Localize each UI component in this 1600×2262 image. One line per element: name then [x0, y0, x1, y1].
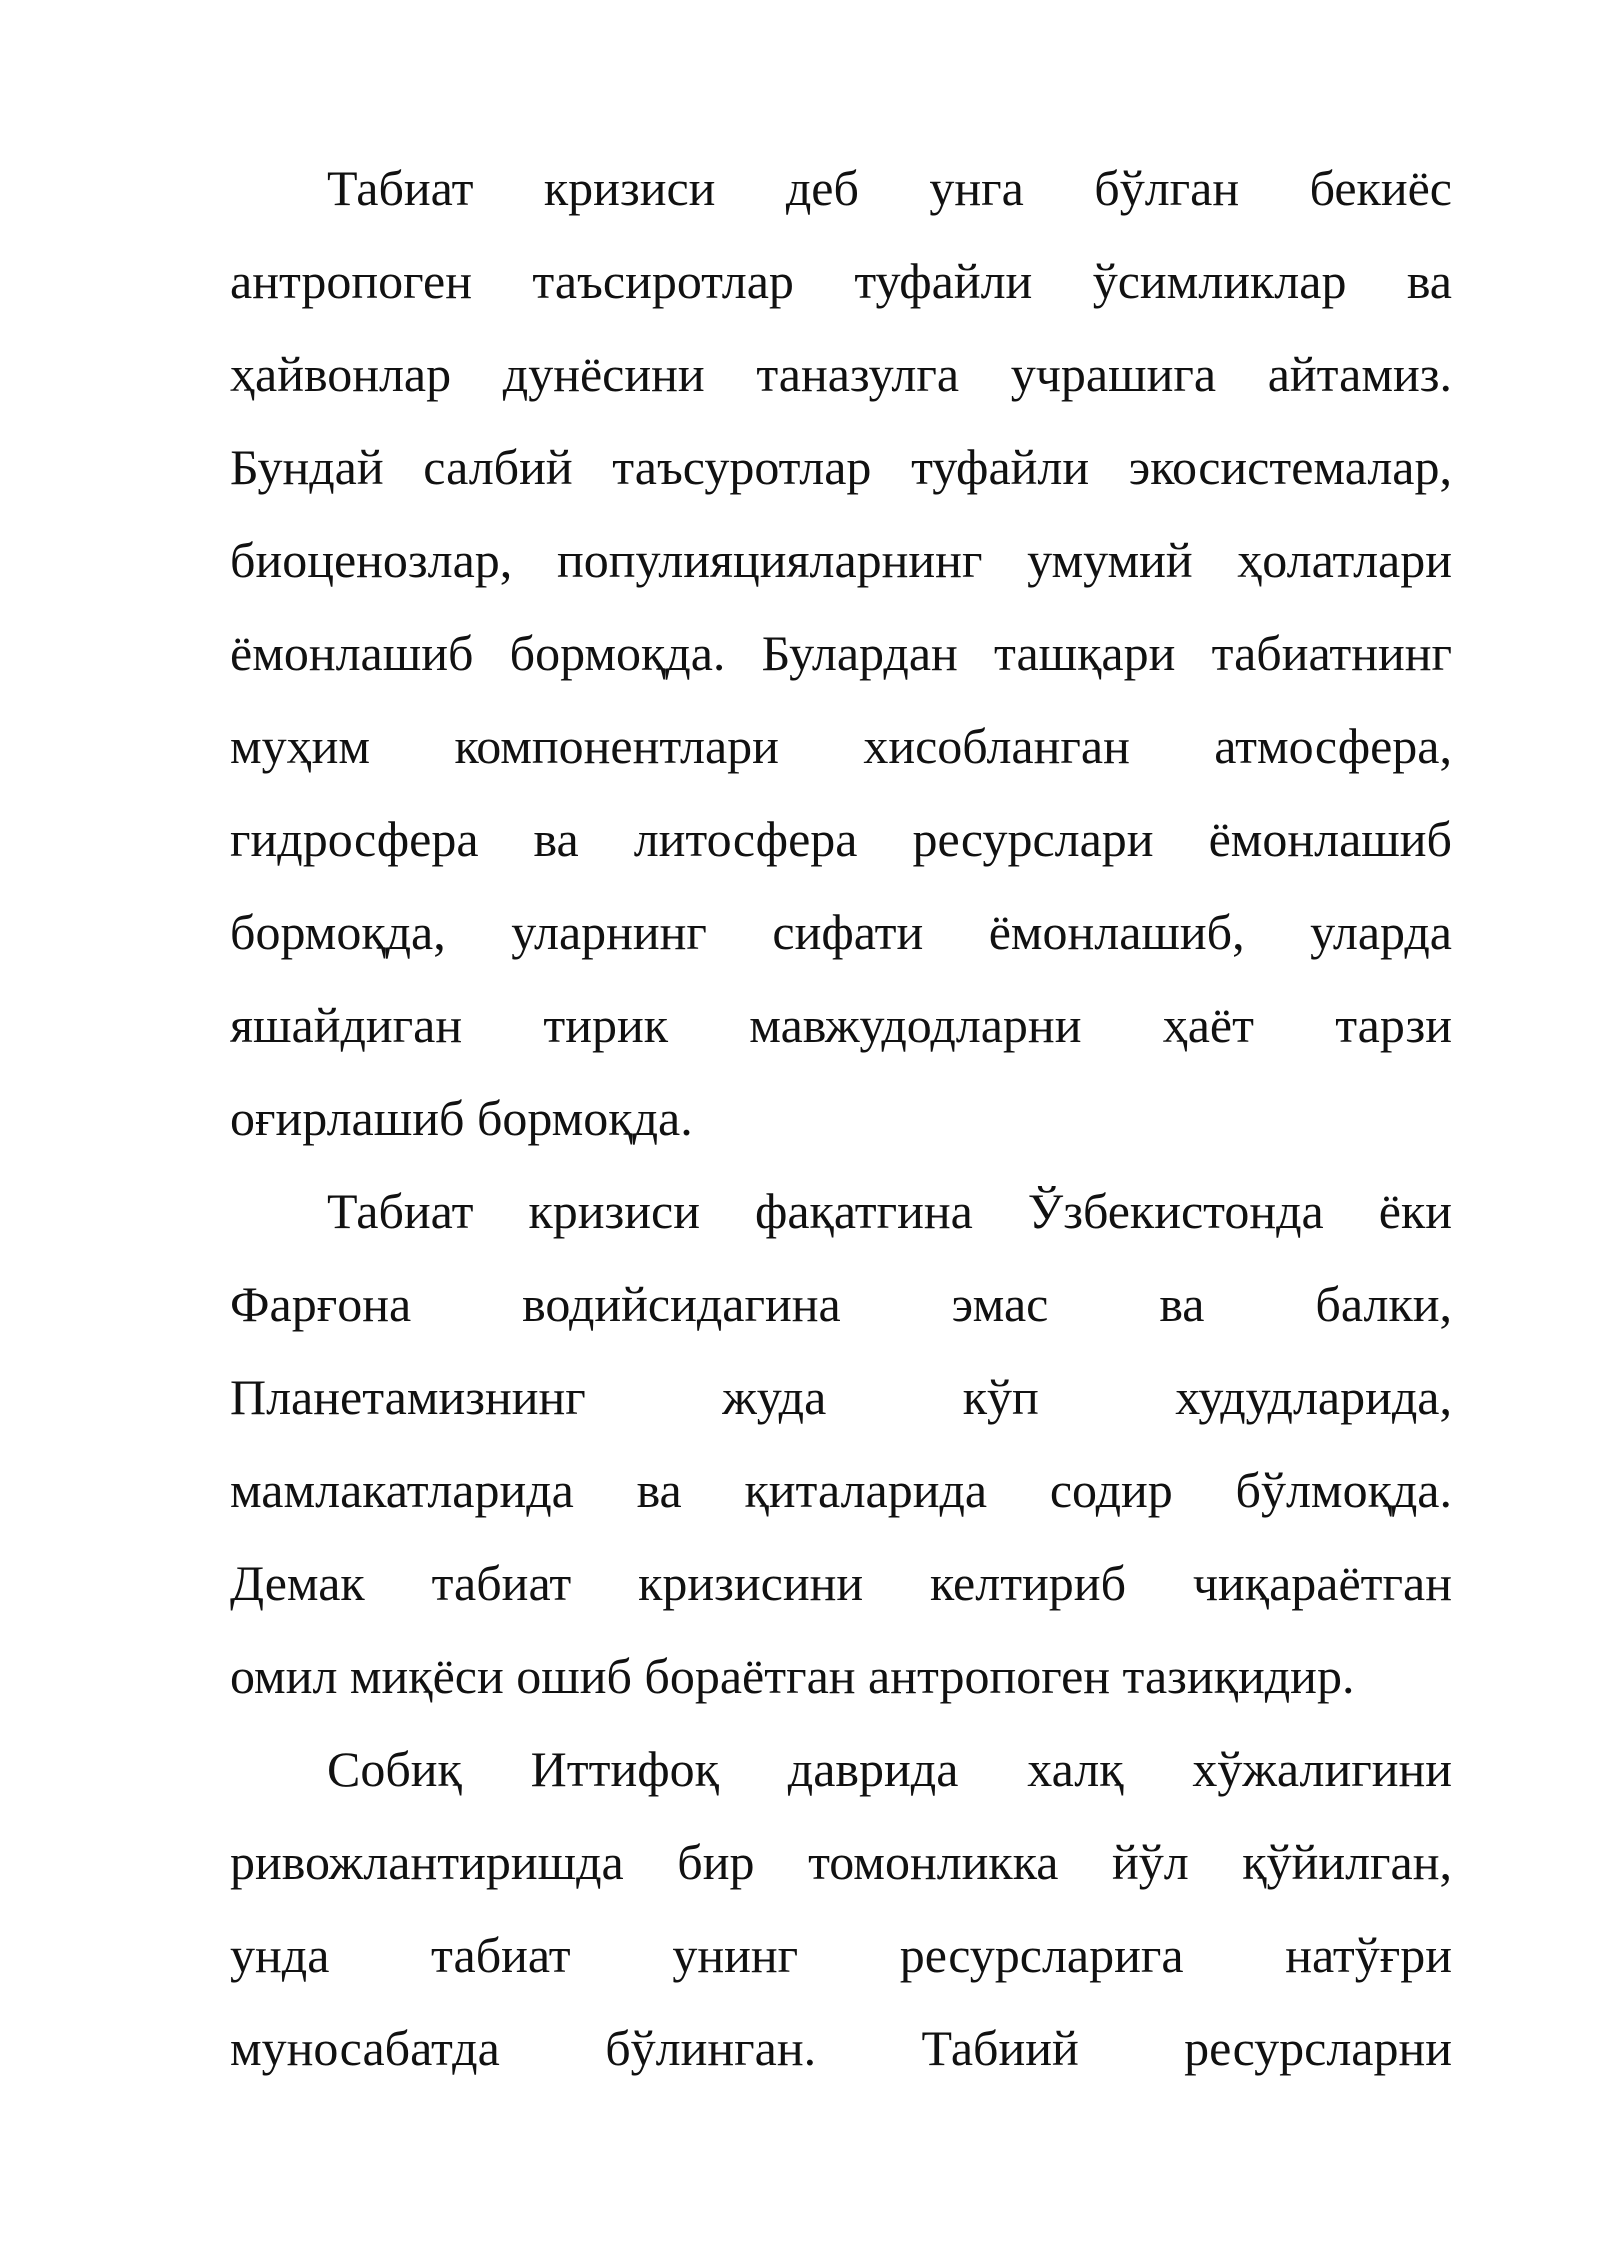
paragraph-3-line-3: унда табиат унинг ресурсларига натўғри — [230, 1927, 1452, 1983]
paragraph-2-line-5: Демак табиат кризисини келтириб чиқараётган — [230, 1555, 1452, 1611]
paragraph-3-line-1: Собиқ Иттифоқ даврида халқ хўжалигини — [327, 1741, 1452, 1797]
paragraph-2-line-2: Фарғона водийсидагина эмас ва балки, — [230, 1276, 1452, 1332]
paragraph-3-line-4: муносабатда бўлинган. Табиий ресурсларни — [230, 2020, 1452, 2076]
paragraph-1-line-7: муҳим компонентлари хисобланган атмосфера, — [230, 718, 1452, 774]
document-text — [230, 142, 1452, 2095]
paragraph-2 — [230, 1165, 1452, 1723]
paragraph-1-line-3: ҳайвонлар дунёсини таназулга учрашига айтамиз. — [230, 346, 1452, 402]
paragraph-3-line-2: ривожлантиришда бир томонликка йўл қўйилган, — [230, 1834, 1452, 1890]
paragraph-1-line-5: биоценозлар, популияцияларнинг умумий ҳолатлари — [230, 532, 1452, 588]
paragraph-1-line-9: бормоқда, уларнинг сифати ёмонлашиб, уларда — [230, 904, 1452, 960]
paragraph-1-line-6: ёмонлашиб бормоқда. Булардан ташқари табиатнинг — [230, 625, 1452, 681]
paragraph-1-line-11: оғирлашиб бормоқда. — [230, 1090, 693, 1146]
paragraph-1-line-2: антропоген таъсиротлар туфайли ўсимликлар ва — [230, 253, 1452, 309]
paragraph-2-line-1: Табиат кризиси фақатгина Ўзбекистонда ёки — [327, 1183, 1452, 1239]
paragraph-1-line-10: яшайдиган тирик мавжудодларни ҳаёт тарзи — [230, 997, 1452, 1053]
paragraph-1-line-4: Бундай салбий таъсуротлар туфайли экосистемалар, — [230, 439, 1452, 495]
paragraph-2-line-3: Планетамизнинг жуда кўп худудларида, — [230, 1369, 1452, 1425]
paragraph-2-line-6: омил миқёси ошиб бораётган антропоген тазиқидир. — [230, 1648, 1355, 1704]
paragraph-2-line-4: мамлакатларида ва қиталарида содир бўлмоқда. — [230, 1462, 1452, 1518]
paragraph-1 — [230, 142, 1452, 1165]
paragraph-1-line-8: гидросфера ва литосфера ресурслари ёмонлашиб — [230, 811, 1452, 867]
paragraph-3 — [230, 1723, 1452, 2095]
paragraph-1-line-1: Табиат кризиси деб унга бўлган бекиёс — [327, 160, 1452, 216]
